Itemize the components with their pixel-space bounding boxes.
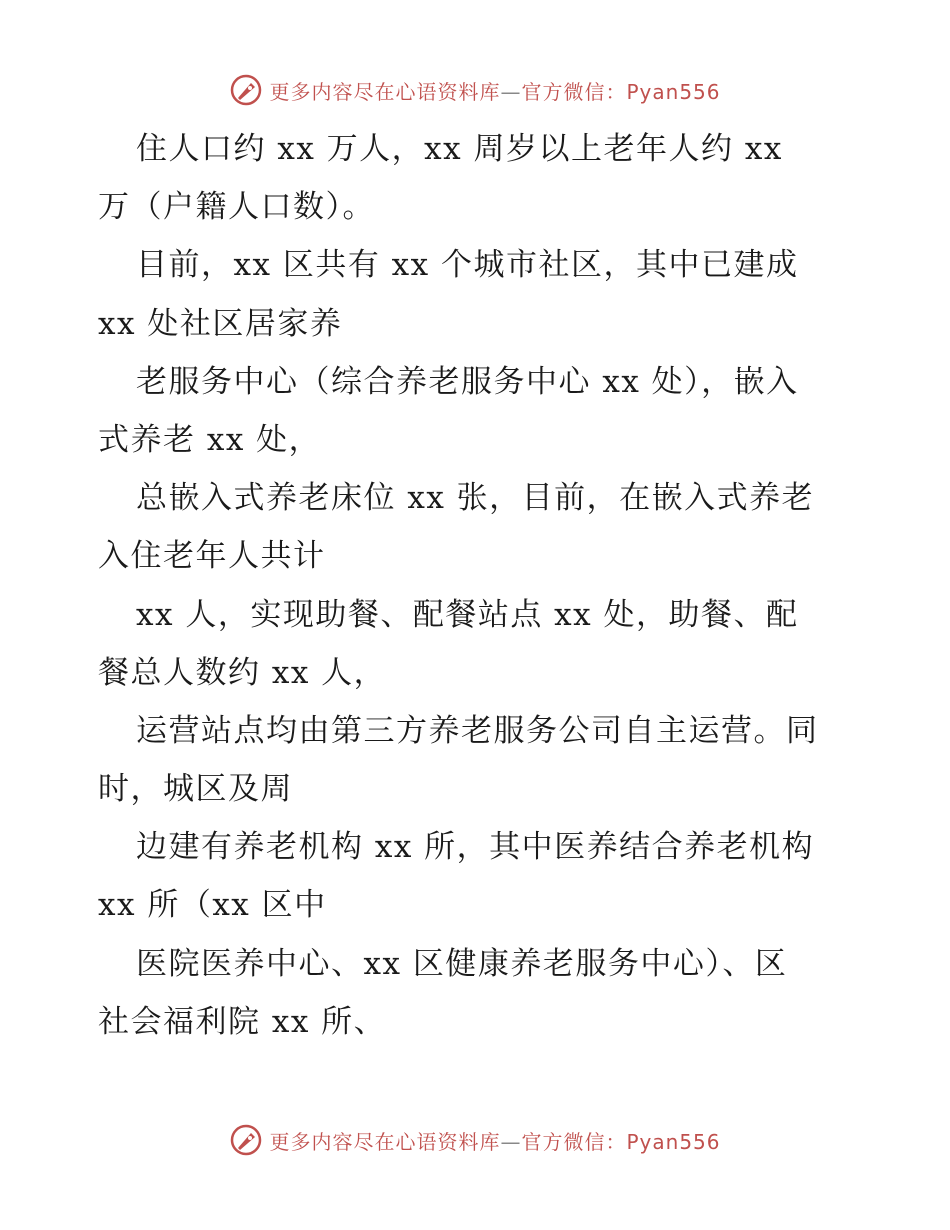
body-line: 运营站点均由第三方养老服务公司自主运营。同: [136, 712, 819, 749]
watermark-wechat-label: 官方微信：: [521, 79, 627, 104]
body-line: 入住老年人共计: [98, 538, 326, 575]
body-line: 老服务中心（综合养老服务中心 xx 处），嵌入: [136, 363, 799, 400]
body-line: 住人口约 xx 万人，xx 周岁以上老年人约 xx: [136, 131, 783, 167]
body-line: 时，城区及周: [98, 771, 293, 808]
body-line: 医院医养中心、xx 区健康养老服务中心）、区: [136, 945, 788, 982]
watermark-title: 更多内容尽在心语资料库: [269, 79, 501, 104]
body-line: 目前，xx 区共有 xx 个城市社区，其中已建成: [136, 247, 799, 284]
body-line: xx 所（xx 区中: [98, 887, 327, 924]
document-body: [98, 120, 858, 1051]
body-line: xx 处社区居家养: [98, 305, 343, 342]
pen-nib-circle-icon: [229, 1123, 263, 1157]
footer-watermark: [0, 1120, 950, 1160]
body-line: 万（户籍人口数）。: [98, 189, 375, 226]
watermark-dash: —: [500, 79, 522, 104]
body-line: 餐总人数约 xx 人，: [98, 654, 387, 691]
watermark-wechat-id: Pyan556: [626, 79, 721, 104]
body-line: 社会福利院 xx 所、: [98, 1003, 387, 1040]
watermark-wechat-label: 官方微信：: [521, 1129, 627, 1154]
body-line: 总嵌入式养老床位 xx 张，目前，在嵌入式养老: [136, 480, 815, 517]
watermark-title: 更多内容尽在心语资料库: [269, 1129, 501, 1154]
pen-nib-circle-icon: [229, 73, 263, 107]
header-watermark: [0, 70, 950, 110]
body-line: 边建有养老机构 xx 所，其中医养结合养老机构: [136, 829, 815, 866]
body-line: 式养老 xx 处，: [98, 421, 322, 458]
watermark-dash: —: [500, 1129, 522, 1154]
watermark-wechat-id: Pyan556: [626, 1129, 721, 1154]
body-line: xx 人，实现助餐、配餐站点 xx 处，助餐、配: [136, 596, 799, 633]
